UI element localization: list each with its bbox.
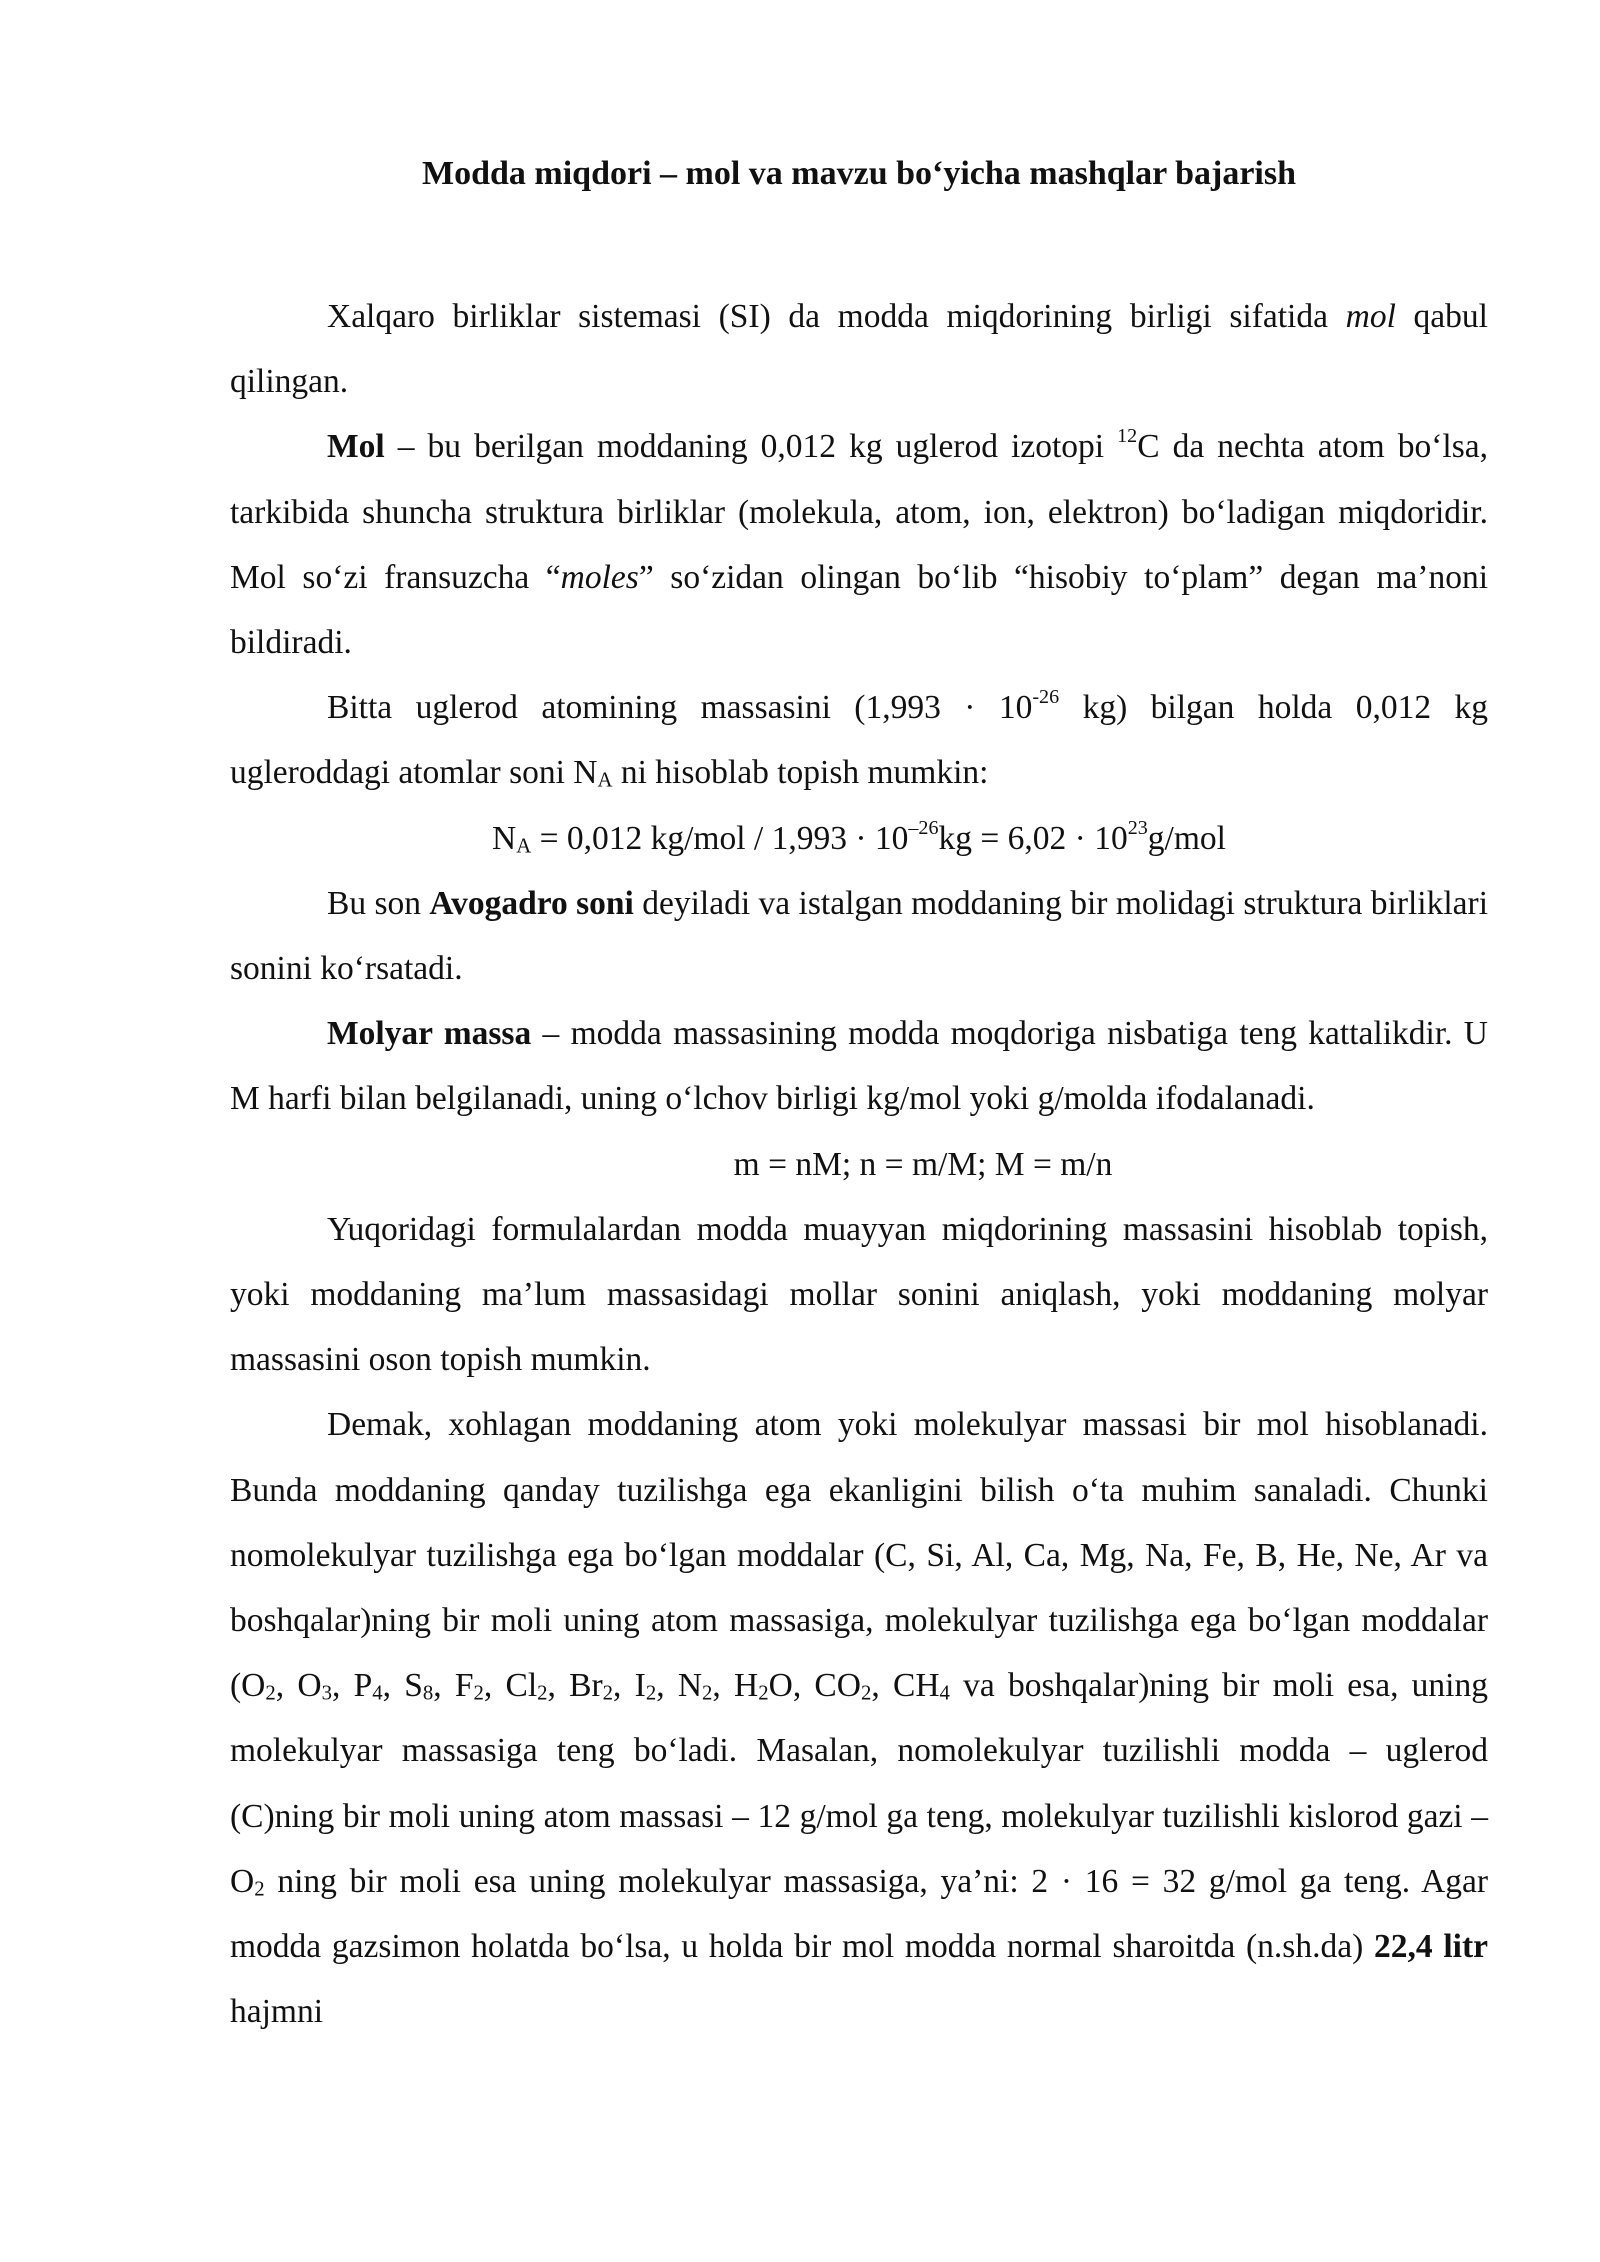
page-title: Modda miqdori – mol va mavzu bo‘yicha mashqlar bajarish xyxy=(421,155,1296,192)
emphasis-moles: moles xyxy=(560,558,639,596)
paragraph-mol-definition: Mol – bu berilgan moddaning 0,012 kg uglerod izotopi $^{12}$C da nechta atom bo‘lsa, tarkibida shuncha struktura birliklar (molekula, atom, ion, elektron) bo‘ladigan miqdoridir. Mol so‘zi fransuzcha “moles” so‘zidan olingan bo‘lib “hisobiy to‘plam” degan ma’noni bildiradi. xyxy=(230,425,1489,662)
paragraph-formula-usage: Yuqoridagi formulalardan modda muayyan miqdorining massasini hisoblab topish, yoki moddaning ma’lum massasidagi mollar sonini aniqlash, yoki moddaning molyar massasini oson topish mumkin. xyxy=(230,1210,1488,1379)
term-mol: Mol xyxy=(327,428,385,466)
paragraph-si-unit: Xalqaro birliklar sistemasi (SI) da modda miqdorining birligi sifatida mol qabul qilingan. xyxy=(230,298,1488,401)
emphasis-mol: mol xyxy=(1345,298,1396,335)
term-molar-volume: 22,4 litr xyxy=(1373,1928,1488,1966)
paragraph-molecular-structure: Demak, xohlagan moddaning atom yoki molekulyar massasi bir mol hisoblanadi. Bunda moddaning qanday tuzilishga ega ekanligini bilish o‘ta muhim sanaladi. Chunki nomolekulyar tuzilishga ega bo‘lgan moddalar (C, Si, Al, Ca, Mg, Na, Fe, B, He, Ne, Ar va boshqalar)ning bir moli uning atom massasiga, molekulyar tuzilishga ega bo‘lgan moddalar ($O_2$, $O_3$, $P_4$, $S_8$, $F_2$, $Cl_2$, $Br_2$, $I_2$, $N_2$, $H_2O$, $CO_2$, $CH_4$ va boshqalar)ning bir moli esa, uning molekulyar massasiga teng bo‘ladi. Masalan, nomolekulyar tuzilishli modda – uglerod (C)ning bir moli uning atom massasi – 12 g/mol ga teng, molekulyar tuzilishli kislorod gazi – $O_2$ ning bir moli esa uning molekulyar massasiga, ya’ni: 2 · 16 = 32 g/mol ga teng. Agar modda gazsimon holatda bo‘lsa, u holda bir mol modda normal sharoitda (n.sh.da) 22,4 litr hajmni xyxy=(230,1406,1488,2031)
formula-avogadro: $N_A = 0,012$ $kg/mol / 1,993 \cdot 10^{-26}kg = 6,02 \cdot 10^{23}g/mol$ xyxy=(492,816,1226,858)
formula-molar-relations: m = nM; n = m/M; M = m/n xyxy=(733,1145,1113,1183)
paragraph-avogadro-number: Bu son Avogadro soni deyiladi va istalgan moddaning bir molidagi struktura birliklari sonini ko‘rsatadi. xyxy=(230,884,1489,988)
isotope-mass-number: 12 xyxy=(1117,425,1138,448)
term-molar-mass: Molyar massa xyxy=(327,1015,532,1053)
term-avogadro: Avogadro soni xyxy=(429,884,634,922)
document-body xyxy=(230,284,1488,2044)
paragraph-carbon-mass: Bitta uglerod atomining massasini ($1,993 \cdot 10^{-26}$ kg) bilgan holda 0,012 kg ugleroddagi atomlar soni $N_A$ ni hisoblab topish mumkin: xyxy=(230,686,1488,793)
paragraph-molar-mass: Molyar massa – modda massasining modda moqdoriga nisbatiga teng kattalikdir. U M harfi bilan belgilanadi, uning o‘lchov birligi kg/mol yoki g/molda ifodalanadi. xyxy=(230,1015,1488,1118)
